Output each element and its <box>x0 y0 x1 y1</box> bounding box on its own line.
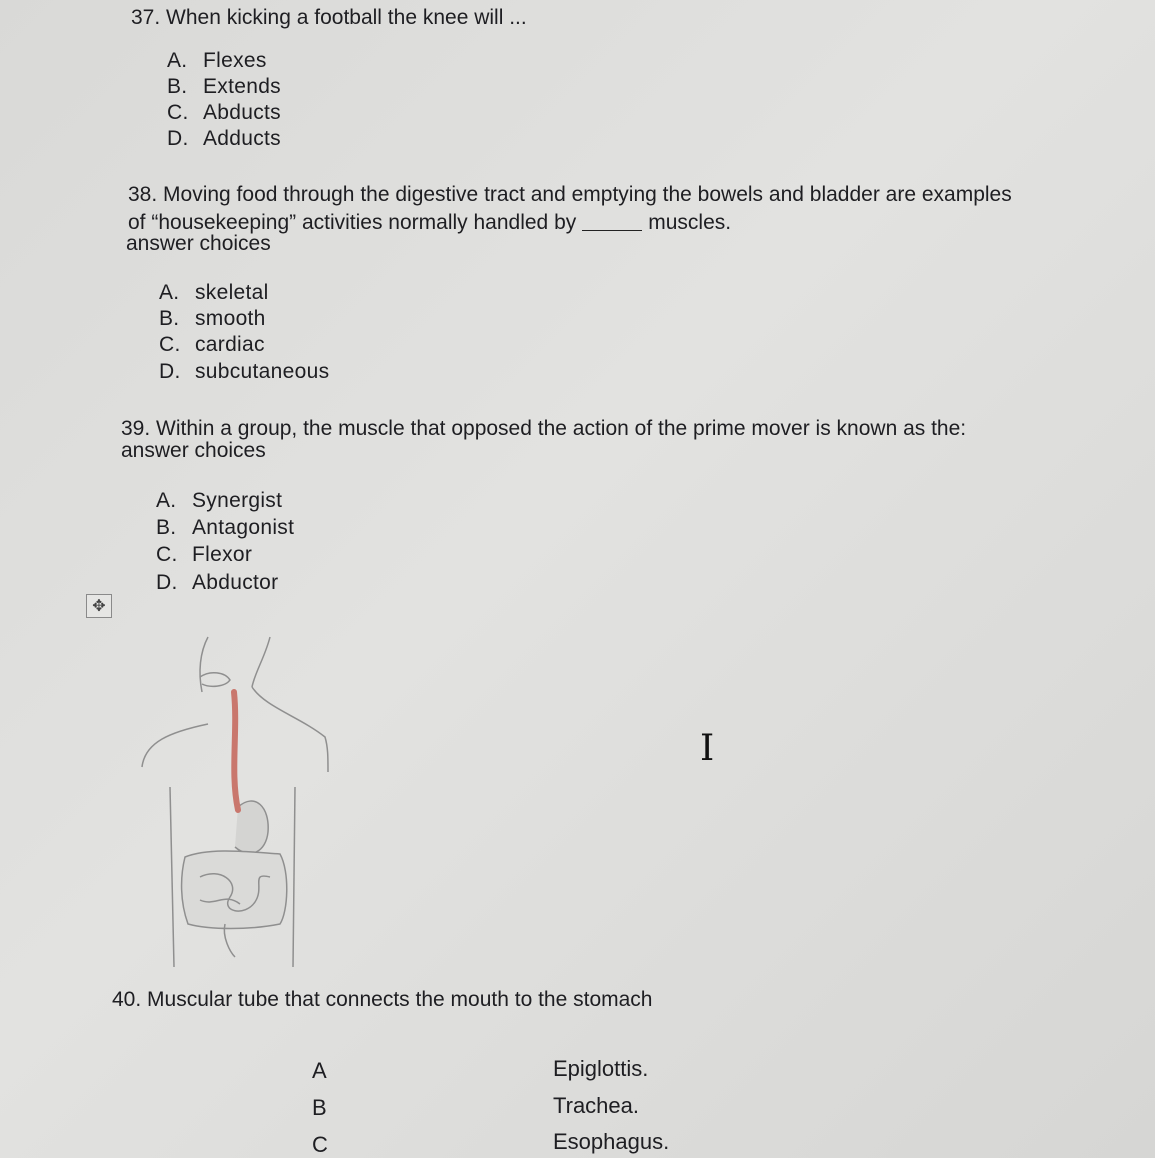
option-letter: A. <box>167 49 188 72</box>
mouth <box>200 673 230 687</box>
option-text: Extends <box>203 75 281 98</box>
q38-answer-choices-label: answer choices <box>126 232 271 255</box>
question-38-text-after-blank: muscles. <box>648 211 732 234</box>
intestines <box>182 851 287 929</box>
option-letter: D. <box>159 360 181 383</box>
neck-outline-right <box>252 637 270 687</box>
option-letter: B. <box>156 516 177 539</box>
option-letter: C. <box>156 543 178 566</box>
option-text: smooth <box>195 307 266 330</box>
option-text: Synergist <box>192 489 283 512</box>
option-letter: B. <box>159 307 180 330</box>
q40-match-answer-c[interactable]: Esophagus. <box>553 1129 670 1154</box>
q37-option-d[interactable] <box>167 126 281 152</box>
face-outline <box>200 637 208 692</box>
q40-match-answer-b[interactable]: Trachea. <box>553 1093 640 1118</box>
option-text: Flexes <box>203 49 267 72</box>
option-letter: B. <box>167 75 188 98</box>
option-text: Abducts <box>203 101 281 124</box>
answer-blank <box>582 230 642 231</box>
option-text: Abductor <box>192 571 279 594</box>
option-text: skeletal <box>195 281 269 304</box>
q39-answer-choices-label: answer choices <box>121 439 266 462</box>
right-torso <box>293 787 295 967</box>
q39-option-c[interactable] <box>156 542 252 568</box>
q40-match-answer-a[interactable]: Epiglottis. <box>553 1056 649 1081</box>
q40-match-letter-c[interactable]: C <box>312 1132 328 1157</box>
q38-option-c[interactable] <box>159 332 265 358</box>
question-37-text: 37. When kicking a football the knee will ... <box>131 6 527 29</box>
q39-option-d[interactable] <box>156 570 278 596</box>
q38-option-b[interactable] <box>159 306 266 332</box>
option-text: cardiac <box>195 333 265 356</box>
q40-match-letter-a[interactable]: A <box>312 1058 327 1083</box>
q39-option-a[interactable] <box>156 488 282 514</box>
option-letter: D. <box>167 127 189 150</box>
esophagus <box>234 692 238 810</box>
option-text: subcutaneous <box>195 360 330 383</box>
question-40-text: 40. Muscular tube that connects the mouth to the stomach <box>112 988 653 1011</box>
text-cursor-icon: I <box>700 728 715 769</box>
option-letter: C. <box>159 333 181 356</box>
option-letter: C. <box>167 101 189 124</box>
option-letter: A. <box>156 489 177 512</box>
question-38-text-before-blank: of “housekeeping” activities normally handled by <box>128 211 577 234</box>
option-letter: D. <box>156 571 178 594</box>
left-shoulder <box>142 724 208 767</box>
q38-option-a[interactable] <box>159 280 269 306</box>
q37-option-b[interactable] <box>167 74 281 100</box>
digestive-system-figure <box>130 632 340 972</box>
q38-option-d[interactable] <box>159 359 329 385</box>
move-arrows-icon[interactable]: ✥ <box>86 594 112 618</box>
q39-option-b[interactable] <box>156 515 294 541</box>
q40-match-letter-b[interactable]: B <box>312 1095 327 1120</box>
q37-option-c[interactable] <box>167 100 281 126</box>
q37-option-a[interactable] <box>167 48 267 74</box>
question-39-text: 39. Within a group, the muscle that opposed the action of the prime mover is known as the: <box>121 417 967 440</box>
option-text: Flexor <box>192 543 253 566</box>
option-letter: A. <box>159 281 180 304</box>
question-38-line-1: 38. Moving food through the digestive tract and emptying the bowels and bladder are examples <box>128 183 1012 206</box>
right-shoulder <box>252 687 328 772</box>
left-torso <box>170 787 174 967</box>
option-text: Adducts <box>203 127 281 150</box>
option-text: Antagonist <box>192 516 295 539</box>
